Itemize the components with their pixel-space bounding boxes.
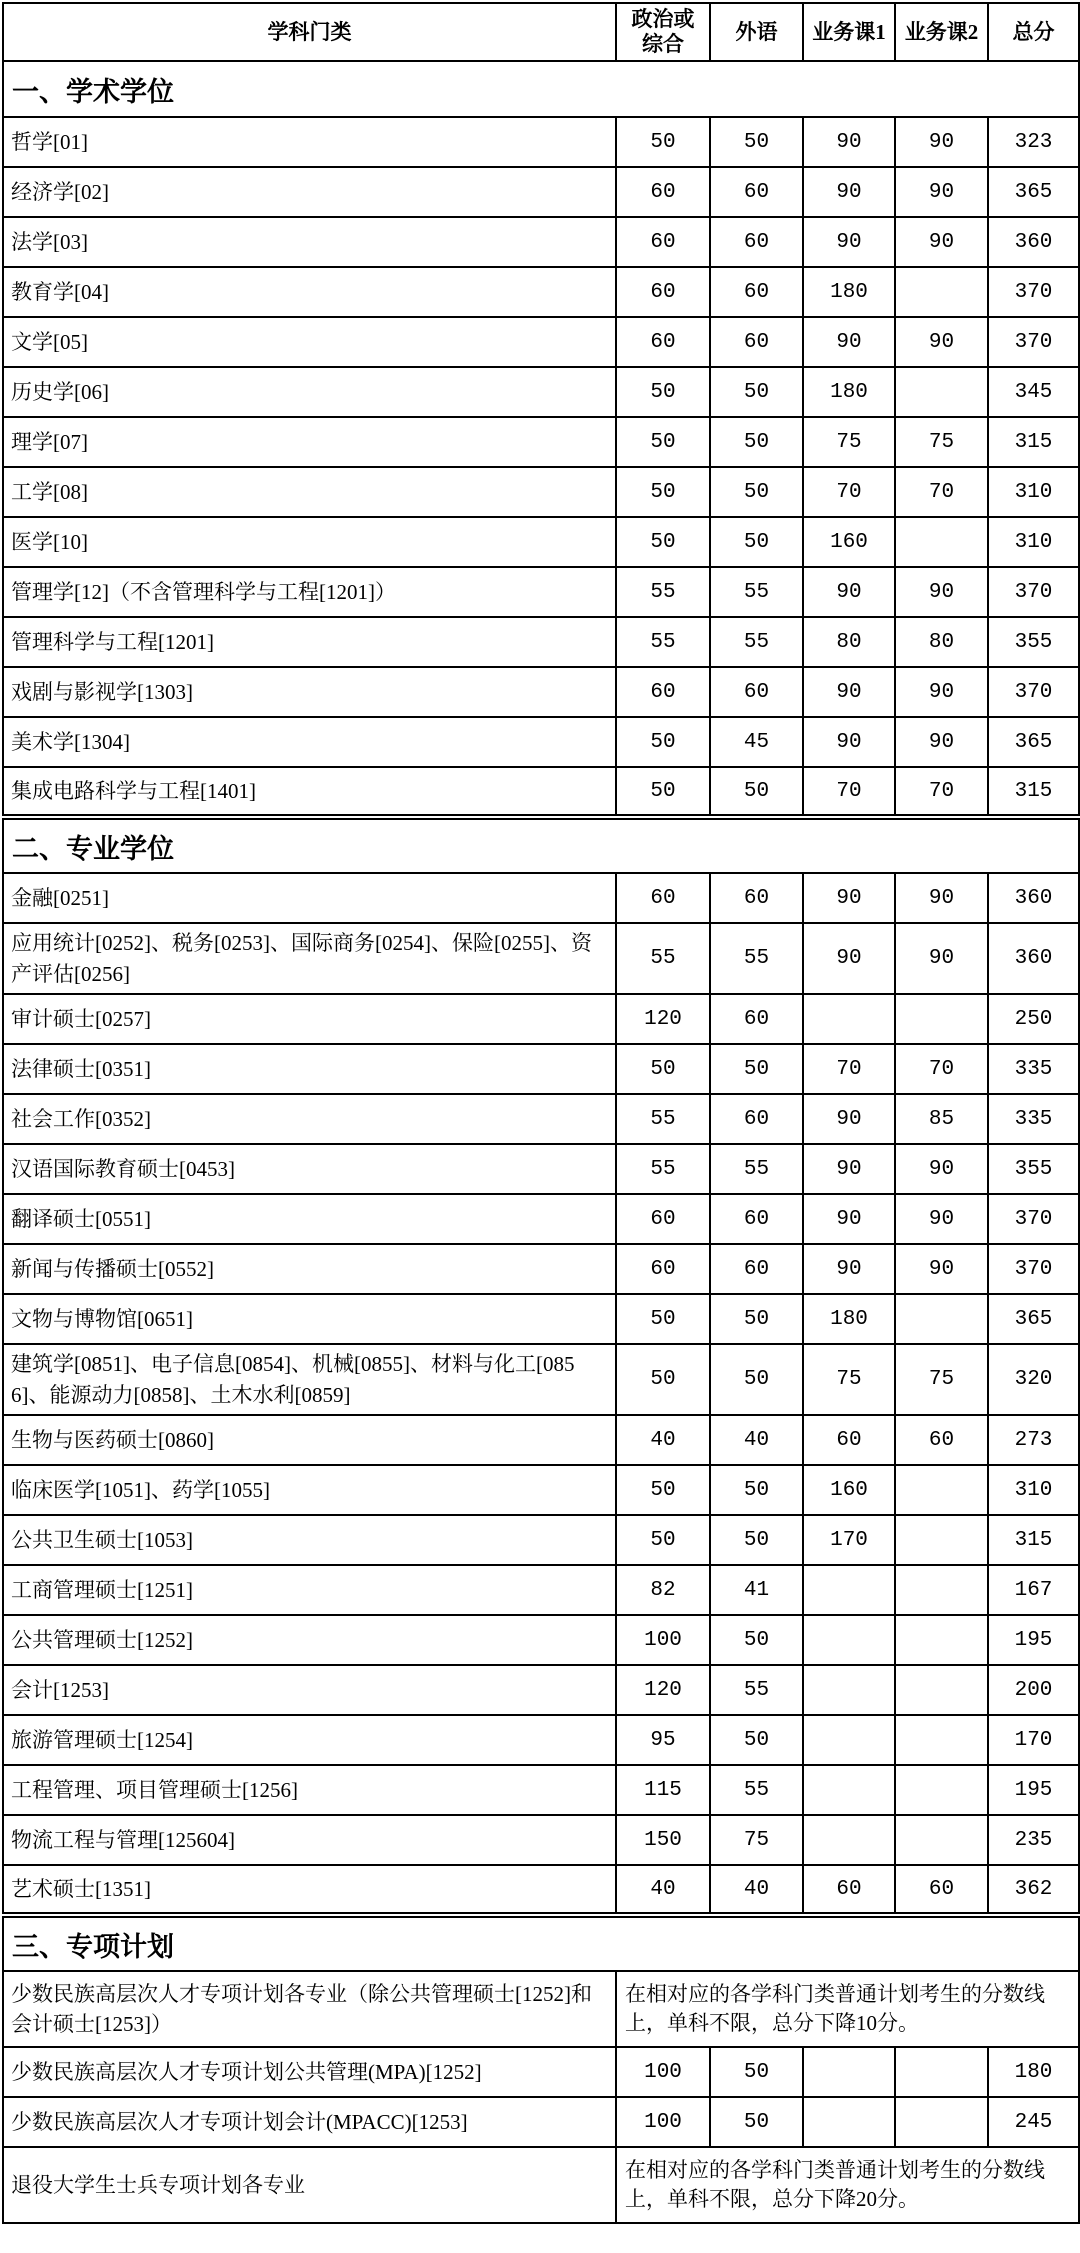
score-cell: 200 bbox=[988, 1665, 1079, 1715]
score-cell: 90 bbox=[895, 567, 988, 617]
table-row bbox=[3, 1765, 1079, 1815]
score-cell: 60 bbox=[710, 217, 803, 267]
score-cell: 355 bbox=[988, 617, 1079, 667]
score-cell: 60 bbox=[616, 167, 710, 217]
score-cell: 100 bbox=[616, 1615, 710, 1665]
score-cell: 195 bbox=[988, 1615, 1079, 1665]
score-cell: 180 bbox=[803, 367, 895, 417]
score-cell: 50 bbox=[710, 1465, 803, 1515]
score-cell: 50 bbox=[710, 367, 803, 417]
subject-cell: 文物与博物馆[0651] bbox=[3, 1294, 616, 1344]
table-row bbox=[3, 1294, 1079, 1344]
table-row bbox=[3, 1665, 1079, 1715]
score-cell: 170 bbox=[988, 1715, 1079, 1765]
subject-cell: 理学[07] bbox=[3, 417, 616, 467]
score-cell: 90 bbox=[803, 567, 895, 617]
score-cell: 60 bbox=[710, 873, 803, 923]
subject-cell: 公共管理硕士[1252] bbox=[3, 1615, 616, 1665]
score-cell: 60 bbox=[895, 1415, 988, 1465]
score-cell bbox=[895, 367, 988, 417]
score-cell: 310 bbox=[988, 1465, 1079, 1515]
score-cell: 40 bbox=[616, 1865, 710, 1915]
table-row bbox=[3, 1615, 1079, 1665]
score-cell: 70 bbox=[803, 1044, 895, 1094]
score-cell: 180 bbox=[803, 1294, 895, 1344]
table-row bbox=[3, 717, 1079, 767]
score-cell: 50 bbox=[710, 2047, 803, 2097]
score-cell: 55 bbox=[710, 567, 803, 617]
col-header-foreign: 外语 bbox=[710, 3, 803, 61]
score-cell: 50 bbox=[616, 417, 710, 467]
col-header-politics-line2: 综合 bbox=[642, 32, 684, 57]
subject-cell: 汉语国际教育硕士[0453] bbox=[3, 1144, 616, 1194]
table-row bbox=[3, 2097, 1079, 2147]
score-cell: 50 bbox=[616, 367, 710, 417]
score-cell: 150 bbox=[616, 1815, 710, 1865]
score-cell: 310 bbox=[988, 517, 1079, 567]
col-header-course1: 业务课1 bbox=[803, 3, 895, 61]
score-cell: 50 bbox=[616, 1465, 710, 1515]
score-cell: 360 bbox=[988, 873, 1079, 923]
score-cell: 120 bbox=[616, 994, 710, 1044]
score-cell: 50 bbox=[710, 1515, 803, 1565]
score-cell bbox=[803, 1565, 895, 1615]
score-cell: 90 bbox=[895, 217, 988, 267]
table-row bbox=[3, 994, 1079, 1044]
subject-cell: 少数民族高层次人才专项计划会计(MPACC)[1253] bbox=[3, 2097, 616, 2147]
score-cell: 370 bbox=[988, 667, 1079, 717]
score-cell bbox=[895, 994, 988, 1044]
subject-cell: 社会工作[0352] bbox=[3, 1094, 616, 1144]
score-cell: 370 bbox=[988, 1244, 1079, 1294]
score-cell: 90 bbox=[803, 1194, 895, 1244]
score-cell: 95 bbox=[616, 1715, 710, 1765]
score-cell: 180 bbox=[988, 2047, 1079, 2097]
score-cell: 90 bbox=[895, 1194, 988, 1244]
table-row bbox=[3, 267, 1079, 317]
score-cell: 120 bbox=[616, 1665, 710, 1715]
table-row bbox=[3, 1971, 1079, 2047]
score-cell: 365 bbox=[988, 1294, 1079, 1344]
score-cell: 75 bbox=[710, 1815, 803, 1865]
score-cell: 90 bbox=[803, 117, 895, 167]
score-cell: 55 bbox=[710, 1665, 803, 1715]
score-cell: 315 bbox=[988, 767, 1079, 817]
score-cell bbox=[895, 517, 988, 567]
score-table bbox=[2, 2, 1080, 2224]
score-cell: 90 bbox=[803, 667, 895, 717]
table-row bbox=[3, 317, 1079, 367]
table-row bbox=[3, 1565, 1079, 1615]
score-cell: 50 bbox=[710, 467, 803, 517]
score-cell: 50 bbox=[616, 117, 710, 167]
score-cell: 315 bbox=[988, 1515, 1079, 1565]
subject-cell: 临床医学[1051]、药学[1055] bbox=[3, 1465, 616, 1515]
subject-cell: 工程管理、项目管理硕士[1256] bbox=[3, 1765, 616, 1815]
score-cell: 160 bbox=[803, 517, 895, 567]
score-cell: 60 bbox=[616, 667, 710, 717]
subject-cell: 教育学[04] bbox=[3, 267, 616, 317]
score-cell: 90 bbox=[803, 717, 895, 767]
score-cell: 100 bbox=[616, 2047, 710, 2097]
table-row bbox=[3, 1465, 1079, 1515]
score-cell: 335 bbox=[988, 1044, 1079, 1094]
score-cell bbox=[895, 1615, 988, 1665]
score-cell: 90 bbox=[895, 667, 988, 717]
score-cell: 70 bbox=[803, 467, 895, 517]
score-cell bbox=[895, 1665, 988, 1715]
score-cell: 50 bbox=[710, 1344, 803, 1415]
score-cell: 60 bbox=[616, 873, 710, 923]
score-cell: 60 bbox=[710, 267, 803, 317]
score-cell: 365 bbox=[988, 167, 1079, 217]
score-cell: 55 bbox=[616, 1094, 710, 1144]
score-cell: 55 bbox=[616, 567, 710, 617]
note-cell: 在相对应的各学科门类普通计划考生的分数线上，单科不限，总分下降10分。 bbox=[616, 1971, 1079, 2047]
score-cell bbox=[895, 1515, 988, 1565]
score-cell: 60 bbox=[895, 1865, 988, 1915]
score-cell: 75 bbox=[803, 1344, 895, 1415]
subject-cell: 退役大学生士兵专项计划各专业 bbox=[3, 2147, 616, 2223]
subject-cell: 戏剧与影视学[1303] bbox=[3, 667, 616, 717]
score-cell: 60 bbox=[803, 1415, 895, 1465]
score-cell: 50 bbox=[616, 767, 710, 817]
table-row bbox=[3, 567, 1079, 617]
score-cell: 85 bbox=[895, 1094, 988, 1144]
score-cell: 195 bbox=[988, 1765, 1079, 1815]
subject-cell: 管理学[12]（不含管理科学与工程[1201]） bbox=[3, 567, 616, 617]
score-cell: 60 bbox=[616, 1244, 710, 1294]
score-cell: 55 bbox=[710, 923, 803, 994]
score-cell: 345 bbox=[988, 367, 1079, 417]
table-row bbox=[3, 767, 1079, 817]
section-row bbox=[3, 1915, 1079, 1971]
score-cell bbox=[803, 1765, 895, 1815]
score-cell: 180 bbox=[803, 267, 895, 317]
subject-cell: 经济学[02] bbox=[3, 167, 616, 217]
table-row bbox=[3, 923, 1079, 994]
table-row bbox=[3, 617, 1079, 667]
score-cell: 90 bbox=[803, 1244, 895, 1294]
score-cell bbox=[803, 2047, 895, 2097]
score-cell: 370 bbox=[988, 267, 1079, 317]
score-cell: 60 bbox=[616, 1194, 710, 1244]
score-cell: 355 bbox=[988, 1144, 1079, 1194]
table-row bbox=[3, 167, 1079, 217]
subject-cell: 翻译硕士[0551] bbox=[3, 1194, 616, 1244]
score-cell: 315 bbox=[988, 417, 1079, 467]
subject-cell: 公共卫生硕士[1053] bbox=[3, 1515, 616, 1565]
score-cell: 100 bbox=[616, 2097, 710, 2147]
score-cell: 50 bbox=[710, 2097, 803, 2147]
score-cell: 370 bbox=[988, 317, 1079, 367]
score-cell: 90 bbox=[895, 1244, 988, 1294]
score-cell bbox=[803, 1665, 895, 1715]
score-cell: 40 bbox=[616, 1415, 710, 1465]
table-row bbox=[3, 1194, 1079, 1244]
score-cell: 60 bbox=[710, 317, 803, 367]
score-cell bbox=[895, 1765, 988, 1815]
score-cell: 60 bbox=[710, 1194, 803, 1244]
subject-cell: 少数民族高层次人才专项计划公共管理(MPA)[1252] bbox=[3, 2047, 616, 2097]
table-row bbox=[3, 1815, 1079, 1865]
score-cell bbox=[803, 1715, 895, 1765]
table-row bbox=[3, 2147, 1079, 2223]
score-cell: 41 bbox=[710, 1565, 803, 1615]
score-cell: 50 bbox=[616, 467, 710, 517]
score-cell: 90 bbox=[895, 873, 988, 923]
score-cell: 60 bbox=[616, 317, 710, 367]
score-cell: 273 bbox=[988, 1415, 1079, 1465]
subject-cell: 法学[03] bbox=[3, 217, 616, 267]
score-cell: 55 bbox=[616, 1144, 710, 1194]
subject-cell: 哲学[01] bbox=[3, 117, 616, 167]
section-row bbox=[3, 817, 1079, 873]
score-cell bbox=[803, 1815, 895, 1865]
table-row bbox=[3, 1044, 1079, 1094]
score-cell bbox=[895, 2097, 988, 2147]
score-cell: 90 bbox=[895, 167, 988, 217]
score-cell: 50 bbox=[710, 517, 803, 567]
score-cell: 90 bbox=[803, 317, 895, 367]
score-cell: 50 bbox=[710, 1615, 803, 1665]
table-row bbox=[3, 467, 1079, 517]
score-cell: 90 bbox=[803, 923, 895, 994]
score-cell: 40 bbox=[710, 1865, 803, 1915]
score-cell bbox=[895, 1465, 988, 1515]
score-cell: 70 bbox=[895, 767, 988, 817]
col-header-course2: 业务课2 bbox=[895, 3, 988, 61]
score-cell bbox=[895, 1294, 988, 1344]
table-row bbox=[3, 1144, 1079, 1194]
score-cell: 75 bbox=[895, 1344, 988, 1415]
subject-cell: 医学[10] bbox=[3, 517, 616, 567]
col-header-politics bbox=[616, 3, 710, 61]
score-cell bbox=[895, 1565, 988, 1615]
score-cell: 245 bbox=[988, 2097, 1079, 2147]
subject-cell: 物流工程与管理[125604] bbox=[3, 1815, 616, 1865]
score-cell: 75 bbox=[895, 417, 988, 467]
subject-cell: 集成电路科学与工程[1401] bbox=[3, 767, 616, 817]
subject-cell: 会计[1253] bbox=[3, 1665, 616, 1715]
score-cell bbox=[803, 994, 895, 1044]
table-row bbox=[3, 117, 1079, 167]
subject-cell: 旅游管理硕士[1254] bbox=[3, 1715, 616, 1765]
table-row bbox=[3, 1415, 1079, 1465]
score-cell: 75 bbox=[803, 417, 895, 467]
subject-cell: 法律硕士[0351] bbox=[3, 1044, 616, 1094]
score-cell: 90 bbox=[803, 1144, 895, 1194]
score-cell: 50 bbox=[710, 117, 803, 167]
score-cell: 50 bbox=[616, 717, 710, 767]
score-cell: 90 bbox=[803, 873, 895, 923]
score-cell: 250 bbox=[988, 994, 1079, 1044]
score-cell: 90 bbox=[803, 217, 895, 267]
score-cell: 160 bbox=[803, 1465, 895, 1515]
subject-cell: 少数民族高层次人才专项计划各专业（除公共管理硕士[1252]和会计硕士[1253]） bbox=[3, 1971, 616, 2047]
score-cell: 90 bbox=[803, 167, 895, 217]
score-cell: 90 bbox=[895, 1144, 988, 1194]
score-cell: 60 bbox=[616, 267, 710, 317]
score-cell: 365 bbox=[988, 717, 1079, 767]
table-row bbox=[3, 1515, 1079, 1565]
score-cell: 310 bbox=[988, 467, 1079, 517]
score-cell: 60 bbox=[710, 167, 803, 217]
score-cell: 50 bbox=[710, 1044, 803, 1094]
score-cell: 335 bbox=[988, 1094, 1079, 1144]
score-cell: 55 bbox=[710, 617, 803, 667]
score-cell bbox=[803, 2097, 895, 2147]
score-cell: 362 bbox=[988, 1865, 1079, 1915]
subject-cell: 审计硕士[0257] bbox=[3, 994, 616, 1044]
score-cell: 115 bbox=[616, 1765, 710, 1815]
score-cell: 90 bbox=[895, 717, 988, 767]
score-cell: 60 bbox=[710, 994, 803, 1044]
score-cell: 55 bbox=[616, 923, 710, 994]
score-cell: 70 bbox=[895, 467, 988, 517]
score-cell: 167 bbox=[988, 1565, 1079, 1615]
score-cell: 82 bbox=[616, 1565, 710, 1615]
table-row bbox=[3, 367, 1079, 417]
table-row bbox=[3, 2047, 1079, 2097]
score-cell: 60 bbox=[710, 667, 803, 717]
subject-cell: 艺术硕士[1351] bbox=[3, 1865, 616, 1915]
score-cell bbox=[895, 267, 988, 317]
section-title: 三、专项计划 bbox=[3, 1915, 1079, 1971]
score-cell bbox=[895, 1815, 988, 1865]
score-cell: 55 bbox=[710, 1765, 803, 1815]
table-row bbox=[3, 1865, 1079, 1915]
section-title: 二、专业学位 bbox=[3, 817, 1079, 873]
subject-cell: 工学[08] bbox=[3, 467, 616, 517]
header-row bbox=[3, 3, 1079, 61]
col-header-subject: 学科门类 bbox=[3, 3, 616, 61]
table-row bbox=[3, 417, 1079, 467]
table-row bbox=[3, 1244, 1079, 1294]
score-cell: 55 bbox=[710, 1144, 803, 1194]
subject-cell: 历史学[06] bbox=[3, 367, 616, 417]
score-cell: 70 bbox=[803, 767, 895, 817]
section-row bbox=[3, 61, 1079, 117]
subject-cell: 工商管理硕士[1251] bbox=[3, 1565, 616, 1615]
score-cell: 90 bbox=[895, 317, 988, 367]
table-row bbox=[3, 1715, 1079, 1765]
score-cell: 50 bbox=[616, 517, 710, 567]
score-cell: 50 bbox=[616, 1044, 710, 1094]
score-cell: 50 bbox=[710, 417, 803, 467]
note-cell: 在相对应的各学科门类普通计划考生的分数线上，单科不限，总分下降20分。 bbox=[616, 2147, 1079, 2223]
col-header-total: 总分 bbox=[988, 3, 1079, 61]
table-row bbox=[3, 667, 1079, 717]
section-title: 一、学术学位 bbox=[3, 61, 1079, 117]
subject-cell: 美术学[1304] bbox=[3, 717, 616, 767]
score-cell: 50 bbox=[616, 1515, 710, 1565]
score-cell: 360 bbox=[988, 923, 1079, 994]
score-cell bbox=[803, 1615, 895, 1665]
score-cell: 90 bbox=[895, 923, 988, 994]
score-cell: 360 bbox=[988, 217, 1079, 267]
subject-cell: 金融[0251] bbox=[3, 873, 616, 923]
score-cell: 45 bbox=[710, 717, 803, 767]
score-cell: 60 bbox=[803, 1865, 895, 1915]
score-cell: 235 bbox=[988, 1815, 1079, 1865]
subject-cell: 建筑学[0851]、电子信息[0854]、机械[0855]、材料与化工[0856]、能源动力[0858]、土木水利[0859] bbox=[3, 1344, 616, 1415]
score-cell: 170 bbox=[803, 1515, 895, 1565]
score-cell bbox=[895, 1715, 988, 1765]
table-row bbox=[3, 1094, 1079, 1144]
score-cell: 60 bbox=[710, 1094, 803, 1144]
score-cell: 90 bbox=[895, 117, 988, 167]
score-cell: 40 bbox=[710, 1415, 803, 1465]
score-cell bbox=[895, 2047, 988, 2097]
table-row bbox=[3, 517, 1079, 567]
subject-cell: 管理科学与工程[1201] bbox=[3, 617, 616, 667]
score-cell: 370 bbox=[988, 567, 1079, 617]
subject-cell: 应用统计[0252]、税务[0253]、国际商务[0254]、保险[0255]、资产评估[0256] bbox=[3, 923, 616, 994]
score-cell: 80 bbox=[803, 617, 895, 667]
score-cell: 323 bbox=[988, 117, 1079, 167]
score-cell: 50 bbox=[710, 767, 803, 817]
score-cell: 90 bbox=[803, 1094, 895, 1144]
score-cell: 55 bbox=[616, 617, 710, 667]
subject-cell: 新闻与传播硕士[0552] bbox=[3, 1244, 616, 1294]
score-cell: 50 bbox=[616, 1344, 710, 1415]
score-cell: 50 bbox=[710, 1715, 803, 1765]
score-cell: 50 bbox=[710, 1294, 803, 1344]
score-table-body bbox=[3, 61, 1079, 2223]
table-row bbox=[3, 873, 1079, 923]
col-header-politics-line1: 政治或 bbox=[631, 7, 695, 31]
subject-cell: 文学[05] bbox=[3, 317, 616, 367]
score-cell: 60 bbox=[710, 1244, 803, 1294]
table-row bbox=[3, 1344, 1079, 1415]
score-cell: 50 bbox=[616, 1294, 710, 1344]
score-cell: 60 bbox=[616, 217, 710, 267]
table-row bbox=[3, 217, 1079, 267]
score-cell: 370 bbox=[988, 1194, 1079, 1244]
score-cell: 80 bbox=[895, 617, 988, 667]
score-cell: 320 bbox=[988, 1344, 1079, 1415]
score-cell: 70 bbox=[895, 1044, 988, 1094]
subject-cell: 生物与医药硕士[0860] bbox=[3, 1415, 616, 1465]
